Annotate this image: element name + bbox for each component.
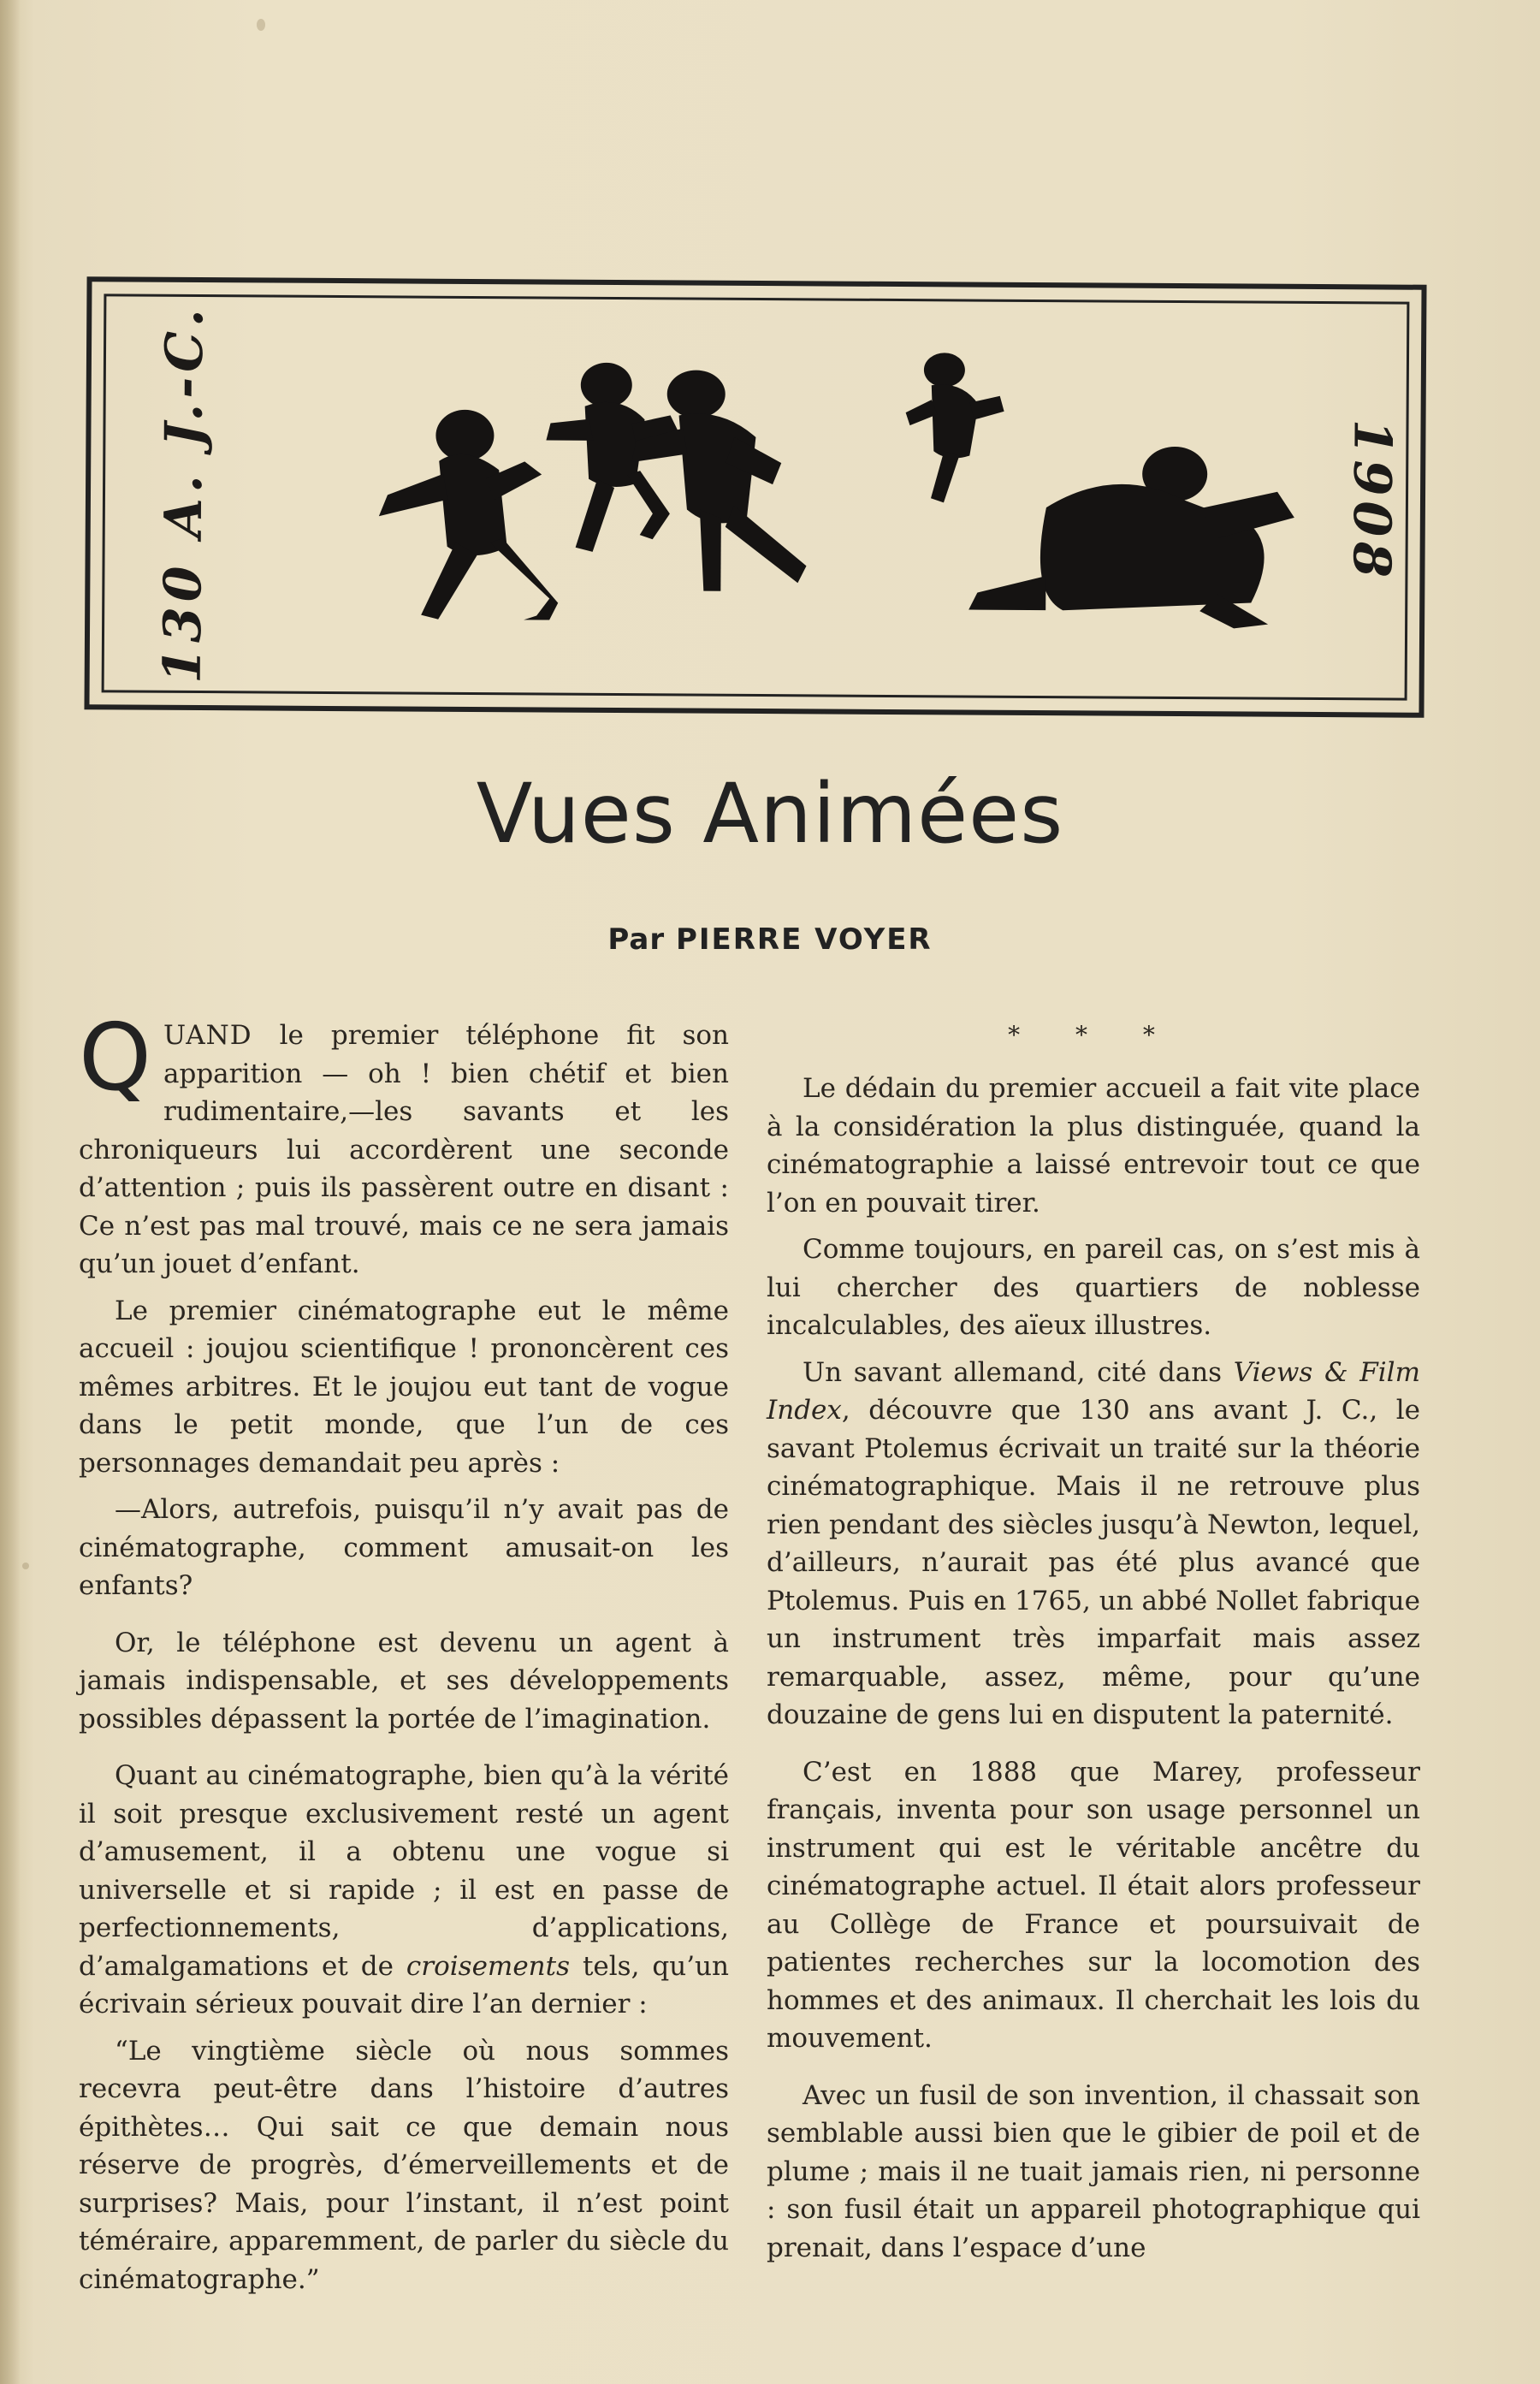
paragraph: Le premier cinématographe eut le même accueil : joujou scientifique ! prononcèrent ces mêmes arbitres. Et le joujou eut tant de vogue dans le petit monde, que l’un de ces personnages demandait peu après : — [79, 1295, 729, 1479]
banner-left-date: 130 A. J.-C. — [152, 303, 216, 684]
banner-inner-frame — [102, 294, 1410, 700]
paragraph — [767, 1354, 1420, 1735]
drop-cap: Q — [79, 1005, 152, 1112]
paragraph: “Le vingtième siècle où nous sommes recevra peut-être dans l’histoire d’autres épithètes… Qui sait ce que demain nous réserve de progrès, d’émerveillements et de surprises? Mais, pour l’instant, il n’est point téméraire, apparemment, de parler du siècle du cinématographe.” — [79, 2035, 729, 2295]
running-figures-icon — [293, 332, 1389, 681]
byline-author: PIERRE VOYER — [675, 922, 933, 957]
emphasis: croisements — [406, 1950, 571, 1982]
lead-word: UAND — [163, 1020, 252, 1051]
paragraph: Comme toujours, en pareil cas, on s’est mis à lui chercher des quartiers de noblesse incalculables, des aïeux illustres. — [767, 1234, 1420, 1341]
paragraph: C’est en 1888 que Marey, professeur français, inventa pour son usage personnel un instrument qui est le véritable ancêtre du cinématographe actuel. Il était alors professeur au Collège de France et poursuivait de patientes recherches sur la locomotion des hommes et des animaux. Il cherchait les lois du mouvement. — [767, 1756, 1420, 2054]
paragraph-text: Un savant allemand, cité dans — [803, 1356, 1234, 1388]
paragraph: Le dédain du premier accueil a fait vite place à la considération la plus distinguée, quand la cinématographie a laissé entrevoir tout ce que l’on en pouvait tirer. — [767, 1073, 1420, 1219]
paragraph-text: tels, qu’un écrivain sérieux pouvait dire l’an dernier : — [79, 1950, 729, 2019]
left-column — [79, 1005, 729, 2298]
paragraph-text: Quant au cinématographe, bien qu’à la vérité il soit presque exclusivement resté un agent d’amusement, il a obtenu une vogue si universelle et si rapide ; il est en passe de perfectionnements, d’applications, d’amalgamations et de — [79, 1760, 729, 1982]
page-spine-shadow — [0, 0, 21, 2384]
figure-runner-4-icon — [905, 353, 1004, 503]
banner-right-date: 1908 — [1341, 418, 1402, 584]
paper-stain — [22, 1563, 29, 1569]
figure-tumbling-icon — [968, 446, 1294, 629]
paragraph-text: le premier téléphone fit son apparition — oh ! bien chétif et bien rudimentaire,—les savants et les chroniqueurs lui accordèrent une seconde d’attention ; puis ils passèrent outre en disant : Ce n’est pas mal trouvé, mais ce ne sera jamais qu’un jouet d’enfant. — [79, 1020, 729, 1279]
illustration-banner — [84, 276, 1426, 718]
paper-stain — [257, 19, 265, 31]
paragraph — [79, 1757, 729, 2024]
paragraph: —Alors, autrefois, puisqu’il n’y avait pas de cinématographe, comment amusait-on les enfants? — [79, 1494, 729, 1601]
figure-runner-1-icon — [378, 409, 559, 620]
article-title: Vues Animées — [476, 766, 1064, 862]
byline — [0, 922, 1540, 957]
section-break-stars: * * * — [1008, 1021, 1179, 1049]
byline-prefix: Par — [607, 922, 666, 957]
emphasis-publication: Views & Film Index — [767, 1356, 1420, 1426]
right-column — [767, 1017, 1420, 2267]
figure-runner-3-icon — [631, 370, 808, 591]
paragraph — [79, 1005, 729, 1284]
paragraph: Avec un fusil de son invention, il chassait son semblable aussi bien que le gibier de poil et de plume ; mais il ne tuait jamais rien, ni personne : son fusil était un appareil photographique qui prenait, dans l’espace d’une — [767, 2079, 1420, 2263]
paragraph: Or, le téléphone est devenu un agent à jamais indispensable, et ses développements possibles dépassent la portée de l’imagination. — [79, 1627, 729, 1735]
paragraph-text: , découvre que 130 ans avant J. C., le savant Ptolemus écrivait un traité sur la théorie cinématographique. Mais il ne retrouve plus rien pendant des siècles jusqu’à Newton, lequel, d’ailleurs, n’aurait pas été plus avancé que Ptolemus. Puis en 1765, un abbé Nollet fabrique un instrument très imparfait mais assez remarquable, assez, même, pour qu’une douzaine de gens lui en disputent la paternité. — [767, 1395, 1420, 1730]
